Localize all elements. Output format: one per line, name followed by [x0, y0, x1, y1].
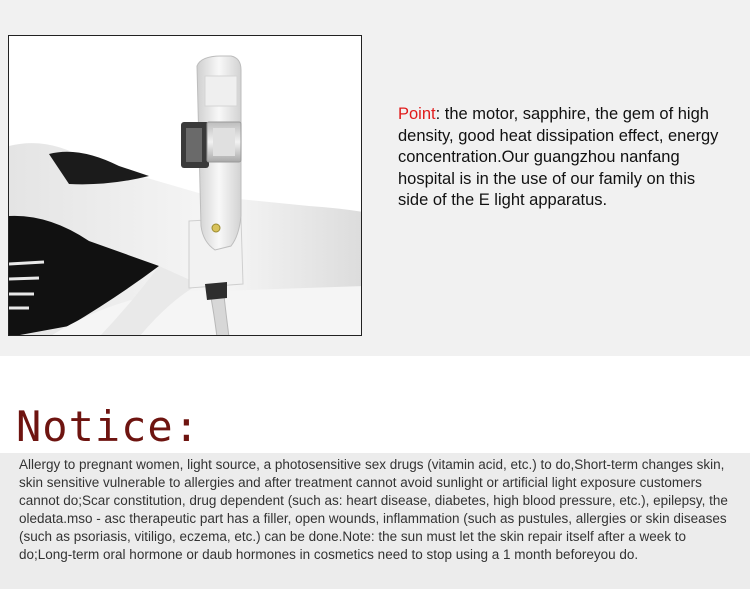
- ipl-handpiece-icon: [9, 36, 362, 336]
- product-photo: [8, 35, 362, 336]
- point-description: [398, 104, 728, 212]
- notice-title: Notice:: [16, 402, 201, 451]
- point-label: Point: [398, 105, 436, 123]
- point-body: : the motor, sapphire, the gem of high density, good heat dissipation effect, energy concentration.Our guangzhou nanfang hospital is in the use of our family on this side of the E light apparatus.: [398, 105, 719, 209]
- notice-body: Allergy to pregnant women, light source, a photosensitive sex drugs (vitamin acid, etc.) to do,Short-term changes skin, skin sensitive vulnerable to allergies and after treatment cannot avoid sunlight or artificial light exposure customers cannot do;Scar constitution, drug dependent (such as: heart disease, diabetes, high blood pressure, etc.), epilepsy, the oledata.mso - asc therapeutic part has a filler, open wounds, inflammation (such as pustules, allergies or skin diseases (such as psoriasis, vitiligo, eczema, etc.) can be done.Note: the sun must let the skin repair itself after a week to do;Long-term oral hormone or daub hormones in cosmetics need to stop using a 1 month beforeyou do.: [19, 457, 728, 562]
